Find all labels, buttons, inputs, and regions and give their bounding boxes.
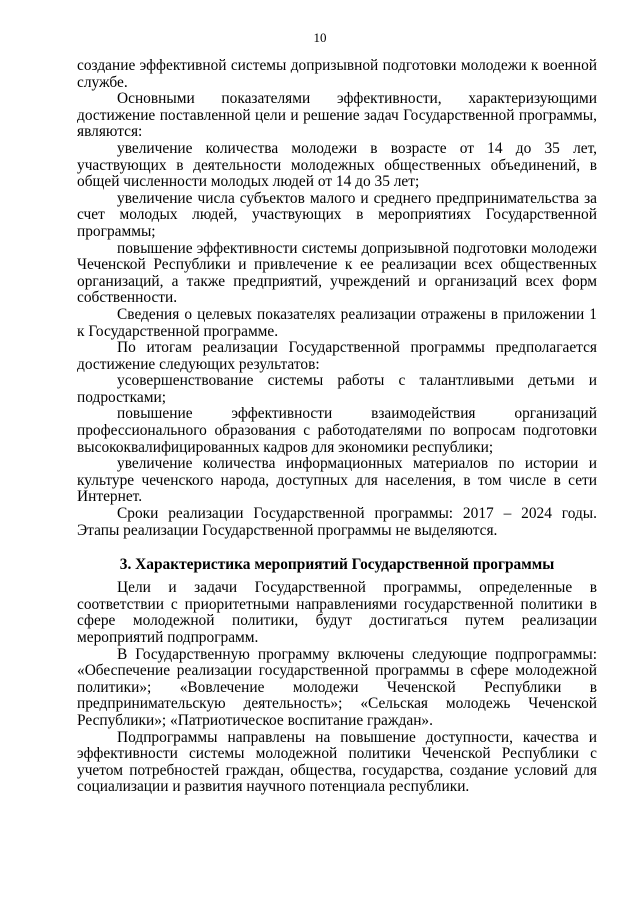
document-body: [77, 58, 597, 796]
paragraph: повышение эффективности взаимодействия организаций профессионального образования с работодателями по вопросам подготовки высококвалифицированных кадров для экономики республики;: [77, 405, 597, 456]
paragraph: В Государственную программу включены следующие подпрограммы: «Обеспечение реализации государственной программы в сфере молодежной политики»; «Вовлечение молодежи Чеченской Республики в предпринимательскую деятельность»; «Сельская молодежь Чеченской Республики»; «Патриотическое воспитание граждан».: [77, 645, 597, 729]
paragraph: повышение эффективности системы допризывной подготовки молодежи Чеченской Республики и привлечение к ее реализации всех общественных организаций, а также предприятий, учреждений и организаций всех форм собственности.: [77, 239, 597, 307]
paragraph: По итогам реализации Государственной программы предполагается достижение следующих результатов:: [77, 339, 597, 373]
paragraph: Сведения о целевых показателях реализации отражены в приложении 1 к Государственной программе.: [77, 305, 597, 340]
paragraph: Цели и задачи Государственной программы, определенные в соответствии с приоритетными направлениями государственной политики в сфере молодежной политики, будут достигаться путем реализации мероприятий подпрограмм.: [77, 579, 597, 646]
paragraph: Подпрограммы направлены на повышение доступности, качества и эффективности системы молодежной политики Чеченской Республики с учетом потребностей граждан, общества, государства, создание условий для социализации и развития научного потенциала республики.: [77, 728, 597, 796]
page-number: 10: [313, 30, 327, 45]
section-heading: 3. Характеристика мероприятий Государственной программы: [119, 556, 555, 574]
paragraph: создание эффективной системы допризывной подготовки молодежи к военной службе.: [77, 57, 597, 91]
paragraph: увеличение количества информационных материалов по истории и культуре чеченского народа, доступных для населения, в том числе в сети Интернет.: [77, 455, 597, 506]
paragraph: усовершенствование системы работы с талантливыми детьми и подростками;: [77, 372, 597, 406]
paragraph: Сроки реализации Государственной программы: 2017 – 2024 годы. Этапы реализации Государственной программы не выделяются.: [77, 505, 597, 539]
paragraph: Основными показателями эффективности, характеризующими достижение поставленной цели и решение задач Государственной программы, являются:: [77, 90, 597, 141]
paragraph: увеличение количества молодежи в возрасте от 14 до 35 лет, участвующих в деятельности молодежных общественных объединений, в общей численности молодых людей от 14 до 35 лет;: [77, 139, 597, 191]
paragraph: увеличение числа субъектов малого и среднего предпринимательства за счет молодых людей, участвующих в мероприятиях Государственной программы;: [77, 189, 597, 240]
